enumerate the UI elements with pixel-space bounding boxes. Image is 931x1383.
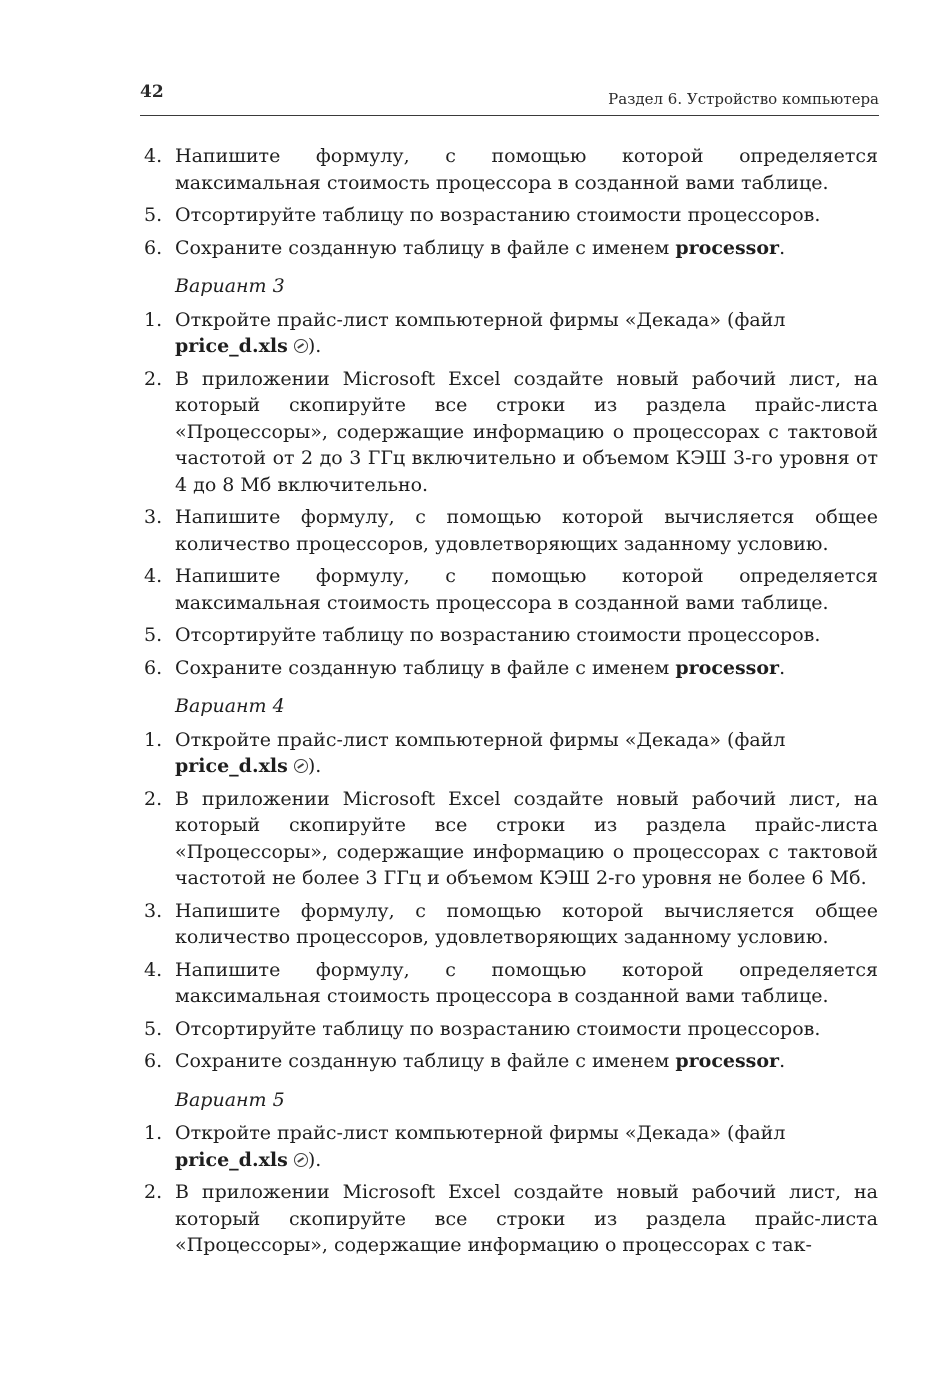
item-number: 6. (144, 1050, 163, 1072)
variant-3 (140, 273, 878, 681)
item-text: Отсортируйте таблицу по возрастанию стоимости процессоров. (175, 1017, 821, 1040)
variant-title: Вариант 3 (175, 275, 285, 297)
list-item (140, 898, 878, 951)
file-name: processor (675, 1050, 780, 1072)
item-number: 4. (144, 958, 163, 981)
list-item (140, 504, 878, 557)
item-number: 5. (144, 624, 163, 646)
file-name: price_d.xls (175, 755, 288, 777)
list-item: 6. Сохраните созданную таблицу в файле с именем processor. (140, 1048, 878, 1075)
list-item (140, 143, 878, 196)
list-item (140, 202, 878, 229)
variant-5 (140, 1087, 878, 1259)
item-text: Сохраните созданную таблицу в файле с именем (175, 236, 676, 259)
list-item (140, 957, 878, 1010)
variant-4 (140, 693, 878, 1075)
task-list (140, 307, 878, 682)
variant-title: Вариант 4 (175, 695, 285, 717)
globe-icon (294, 339, 308, 353)
item-text: В приложении Microsoft Excel создайте новый рабочий лист, на который скопируйте все строки из раздела прайс-листа «Процессоры», содержащие информацию о процессорах с тактовой частотой не более 3 ГГц и объемом КЭШ 2-го уровня не более 6 Мб. (175, 787, 878, 889)
page-content (140, 143, 878, 1265)
globe-icon (294, 759, 308, 773)
item-text: Напишите формулу, с помощью которой определяется максимальная стоимость процессора в созданной вами таблице. (175, 958, 878, 1007)
file-name: price_d.xls (175, 335, 288, 357)
item-text: В приложении Microsoft Excel создайте новый рабочий лист, на который скопируйте все строки из раздела прайс-листа «Процессоры», содержащие информацию о процессорах с так- (175, 1181, 878, 1256)
file-name: processor (675, 236, 780, 259)
item-text: В приложении Microsoft Excel создайте новый рабочий лист, на который скопируйте все строки из раздела прайс-листа «Процессоры», содержащие информацию о процессорах с тактовой частотой от 2 до 3 ГГц включительно и объемом КЭШ 3-го уровня от 4 до 8 Мб включительно. (175, 367, 878, 496)
globe-icon (294, 1153, 308, 1167)
item-number: 3. (144, 899, 163, 922)
list-item: 6. Сохраните созданную таблицу в файле с именем processor. (140, 235, 878, 262)
item-text: Напишите формулу, с помощью которой определяется максимальная стоимость процессора в созданной вами таблице. (175, 565, 878, 614)
item-number: 2. (144, 787, 163, 810)
item-number: 6. (144, 236, 163, 259)
item-number: 1. (144, 1122, 163, 1144)
list-item (140, 1016, 878, 1043)
variant-title: Вариант 5 (175, 1088, 285, 1111)
item-number: 6. (144, 656, 163, 679)
item-number: 1. (144, 308, 163, 331)
list-item: 1. Откройте прайс-лист компьютерной фирмы «Декада» (файл price_d.xls ). (144, 308, 786, 357)
file-name: price_d.xls (175, 1148, 288, 1171)
item-number: 5. (144, 204, 163, 226)
list-item (140, 786, 878, 892)
list-item: 1. Откройте прайс-лист компьютерной фирмы «Декада» (файл price_d.xls ). (144, 1122, 786, 1171)
item-text: Отсортируйте таблицу по возрастанию стоимости процессоров. (175, 624, 821, 646)
list-item (140, 622, 878, 649)
task-list (140, 1120, 878, 1259)
item-number: 1. (144, 728, 163, 751)
page-number: 42 (140, 82, 164, 102)
list-item (140, 1179, 878, 1259)
item-text: Напишите формулу, с помощью которой вычисляется общее количество процессоров, удовлетворяющих заданному условию. (175, 899, 878, 948)
item-number: 2. (144, 1181, 163, 1203)
list-item (140, 563, 878, 616)
task-list (140, 727, 878, 1075)
item-text: Напишите формулу, с помощью которой вычисляется общее количество процессоров, удовлетворяющих заданному условию. (175, 506, 878, 555)
file-name: processor (675, 656, 780, 679)
item-number: 2. (144, 367, 163, 390)
item-number: 4. (144, 145, 163, 167)
previous-variant-tasks (140, 143, 878, 261)
item-number: 5. (144, 1017, 163, 1040)
item-number: 3. (144, 506, 163, 528)
list-item: 1. Откройте прайс-лист компьютерной фирмы «Декада» (файл price_d.xls ). (144, 728, 786, 777)
list-item (140, 366, 878, 499)
running-head: Раздел 6. Устройство компьютера (608, 90, 879, 108)
header-rule (140, 115, 879, 116)
item-text: Отсортируйте таблицу по возрастанию стоимости процессоров. (175, 204, 821, 226)
item-number: 4. (144, 565, 163, 587)
list-item: 6. Сохраните созданную таблицу в файле с именем processor. (140, 655, 878, 682)
item-text: Напишите формулу, с помощью которой определяется максимальная стоимость процессора в созданной вами таблице. (175, 145, 878, 194)
